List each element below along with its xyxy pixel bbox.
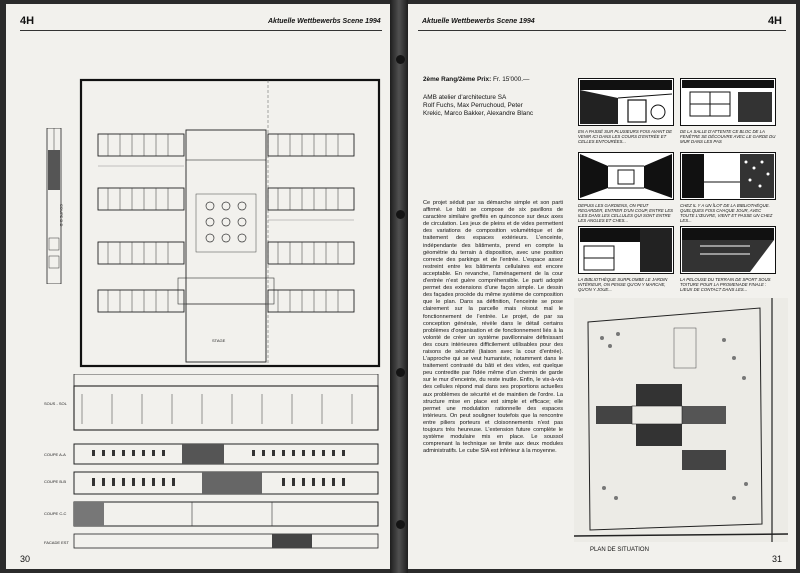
sketch-caption-4: CHEZ IL Y A UN ÎLOT DE LA BIBLIOTHÈQUE. QUELQUES FOIS CHAQUE JOUR, AVEC TOUTE L'ŒUVRE, VIENT ET PASSE UN CHEZ LES... [680, 203, 773, 223]
jury-report-text: Ce projet séduit par sa démarche simple et son parti affirmé. Le bâti se compose de six pavillons de caractère similaire greffés en quinconce sur deux axes de circulation. Les jeux de pleins et de vides permettent des variations de composition volumétrique et de traitement des espaces extérieurs. L'enceinte, indépendante des bâtiments, prend en compte la géométrie du terrain à disposition, avec une position correcte des parkings et de l'entrée. L'espace assez restreint entre les bâtiments cellulaires est encore acceptable. En revanche, l'aménagement de la cour d'entrée n'est guère compréhensible. Le parti adopté permet des extensions d'une façon simple. Le dessin des façades procède du même système de composition que le plan. Dans sa définition, l'enceinte se pose clairement sur la parcelle mais résout mal le fonctionnement de l'entrée. Le projet, de par sa conception générale, révèle dans le détail certains problèmes d'organisation et de fonctionnement liés à la volonté de créer un système pavillonnaire définissant des cours intérieures difficilement utilisables pour des raisons de sécurité (liaison avec la cour d'entrée). L'approche qui se veut humaniste, notamment dans le traitement contrasté du bâti et des vides, est quelque peu contredite par l'idée même d'un chemin de garde sur le mur d'enceinte, du reste inutile. Enfin, le vis-à-vis des cellules répond mal dans ses proportions actuelles aux problèmes de sécurité et de maintien de l'ordre. La structure mise en place est simple et efficace; elle permet une modulation rationnelle des espaces intérieurs. On peut souligner toutefois que la rencontre entre piliers porteurs et cloisonnements n'est pas toujours très heureuse. L'extension future complète le système modulaire mis en place. Le soussol comprenant la technique se limite aux deux modules administratifs. Le cube SIA est inférieur à la moyenne. [423, 200, 563, 455]
label-coupe-a-a: COUPE A-A [44, 452, 66, 457]
label-facade-est: FACADE EST [44, 540, 69, 545]
sketch-caption-1: EN A PASSÉ SUR PLUSIEURS FOIS AVANT DE VENIR ICI DANS LES COURS D'ENTRÉE ET CELLES ENTOURÉES... [578, 129, 672, 144]
page-number: 30 [20, 554, 31, 564]
prize-amount: Fr. 15'000.— [492, 76, 530, 83]
situation-plan-label: PLAN DE SITUATION [590, 547, 649, 553]
sketch-panel-2 [680, 78, 776, 126]
sketch-panel-3 [578, 152, 674, 200]
plan-label-stage: STAGE [212, 338, 226, 343]
sketch-panel-5 [578, 226, 674, 274]
sketch-caption-2: DE LA SALLE D'ATTENTE CE BLOC DE LA FENÊTRE SE DÉCOUVRE AVEC LE GARDE DU MUR DANS LES PAS [680, 129, 776, 144]
label-coupe-c-c: COUPE C-C [44, 511, 67, 516]
right-page [408, 4, 796, 569]
prize-rank: 2ème Rang/2ème Prix: [423, 76, 492, 83]
team-line: Krekic, Marco Bakker, Alexandre Blanc [423, 110, 534, 118]
label-sous-sol: SOUS - SOL [44, 401, 67, 406]
sketch-panel-1 [578, 78, 674, 126]
left-page [6, 4, 390, 569]
section-mark: 4H [767, 15, 782, 27]
sketch-caption-5: LA BIBLIOTHÈQUE SURPLOMBE LE JARDIN INTÉRIEUR, ON PENSE QU'ON Y MARCHE, QU'ON Y JOUE... [578, 277, 668, 292]
prize-line [423, 76, 529, 83]
sketch-caption-6: LA PELOUSE DU TERRAIN DE SPORT SOUS TOITURE POUR LA PROMENADE FINALE : LIEUX DE CONTACT DANS LES... [680, 277, 771, 292]
binder-hole [396, 520, 405, 529]
site-plan-drawing [574, 298, 788, 556]
sketch-panel-6 [680, 226, 776, 274]
side-section-label: COUPE D-D [59, 204, 64, 227]
page-number: 31 [771, 554, 782, 564]
sketch-panel-4 [680, 152, 776, 200]
binder-hole [396, 55, 405, 64]
label-coupe-b-b: COUPE B-B [44, 479, 67, 484]
header-rule [20, 30, 382, 31]
binder-hole [396, 210, 405, 219]
sketch-caption-3: DEPUIS LES GARDIENS, ON PEUT REGARDER, ENTRER D'UN COUP, ENTRE LES ILES DANS LES CELLULES QUI SONT ENTRE LES ANGLES ET CHES... [578, 203, 674, 223]
binder-hole [396, 368, 405, 377]
binding-gutter [390, 0, 408, 573]
floor-plan-drawing [78, 78, 382, 368]
header-rule [418, 30, 786, 31]
series-title: Aktuelle Wettbewerbs Scene 1994 [422, 18, 535, 25]
team-line: Rolf Fuchs, Max Perruchoud, Peter [423, 102, 523, 110]
credits [423, 94, 533, 119]
section-mark: 4H [20, 15, 35, 27]
firm-name: AMB atelier d'architecture SA [423, 94, 507, 101]
series-title: Aktuelle Wettbewerbs Scene 1994 [268, 18, 381, 25]
sections-elevation-drawing [72, 374, 382, 552]
